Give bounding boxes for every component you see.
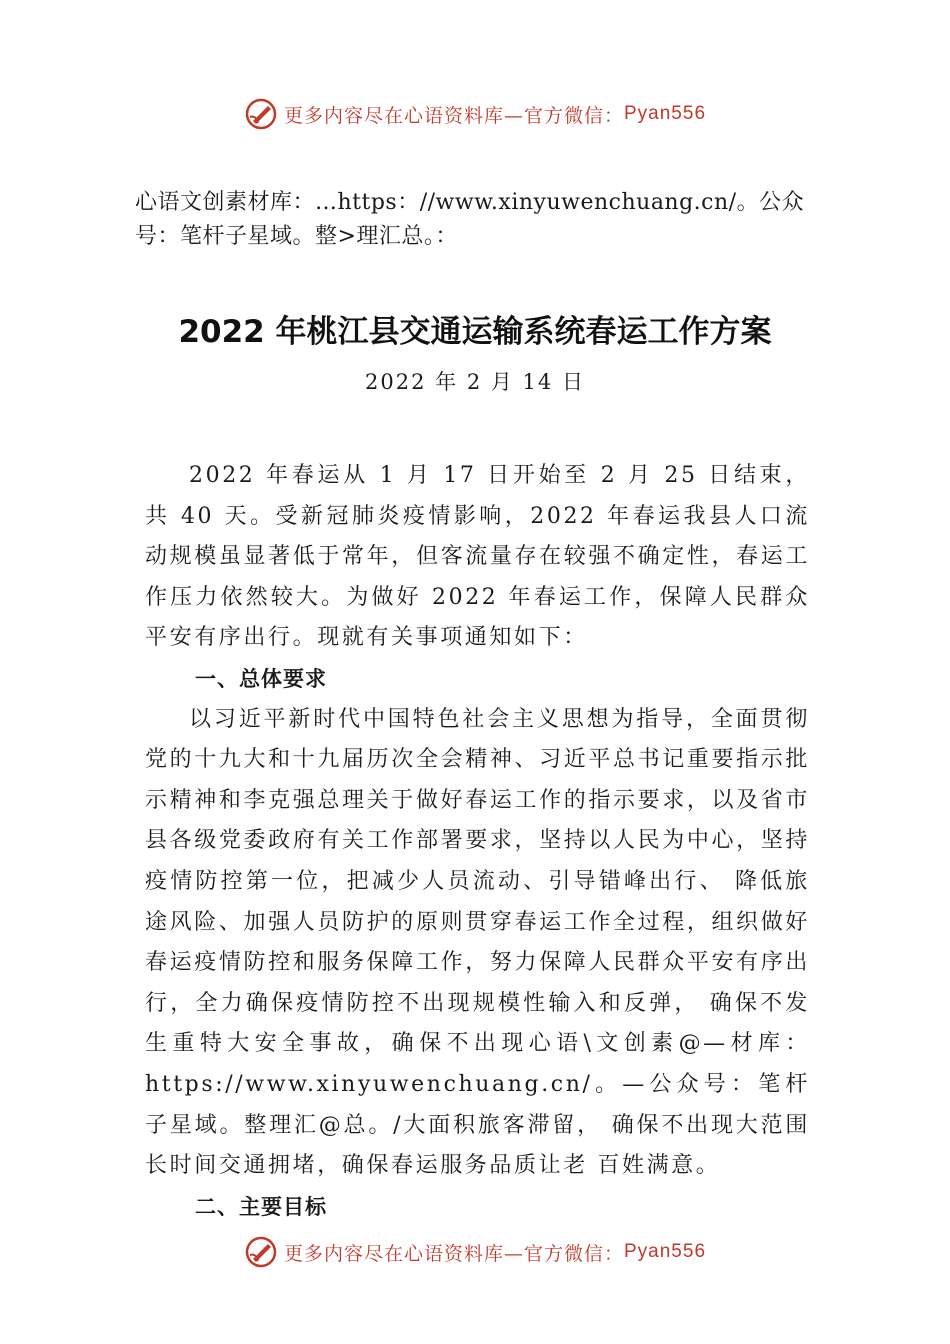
- header-banner-text: 更多内容尽在心语资料库—官方微信：: [283, 104, 624, 127]
- header-banner: [0, 94, 950, 134]
- footer-wechat-id: Pyan556: [624, 1241, 707, 1262]
- section1-paragraph: 以习近平新时代中国特色社会主义思想为指导，全面贯彻党的十九大和十九届历次全会精神、习近平总书记重要指示批示精神和李克强总理关于做好春运工作的指示要求，以及省市县各级党委政府有关工作部署要求，坚持以人民为中心，坚持疫情防控第一位，把减少人员流动、引导错峰出行、 降低旅途风险、加强人员防护的原则贯穿春运工作全过程，组织做好春运疫情防控和服务保障工作，努力保障人民群众平安有序出行，全力确保疫情防控不出现规模性输入和反弹， 确保不发生重特大安全事故，确保不出现心语\文创素@—材库：https://www.xinyuwenchuang.cn/。—公众号：笔杆子星域。整理汇@总。/大面积旅客滞留， 确保不出现大范围长时间交通拥堵，确保春运服务品质让老 百姓满意。: [145, 706, 810, 1179]
- section1-heading: 一、总体要求: [195, 666, 327, 691]
- pen-seal-logo-icon: [244, 1235, 278, 1269]
- document-title: 2022 年桃江县交通运输系统春运工作方案: [178, 314, 772, 350]
- pen-seal-logo-icon: [244, 97, 278, 131]
- intro-paragraph: 2022 年春运从 1 月 17 日开始至 2 月 25 日结束，共 40 天。受新冠肺炎疫情影响，2022 年春运我县人口流动规模虽显著低于常年，但客流量存在较强不确定性，春运工作压力依然较大。为做好 2022 年春运工作，保障人民群众平安有序出行。现就有关事项通知如下：: [145, 463, 810, 651]
- source-line: 心语文创素材库：…https：//www.xinyuwenchuang.cn/。公众号：笔杆子星域。整>理汇总。：: [135, 190, 805, 249]
- header-wechat-id: Pyan556: [624, 103, 707, 124]
- footer-banner-text: 更多内容尽在心语资料库—官方微信：: [283, 1242, 624, 1265]
- document-date: 2022 年 2 月 14 日: [365, 370, 585, 394]
- section2-heading: 二、主要目标: [195, 1194, 327, 1219]
- footer-banner: [0, 1232, 950, 1272]
- document-body: [145, 456, 810, 1227]
